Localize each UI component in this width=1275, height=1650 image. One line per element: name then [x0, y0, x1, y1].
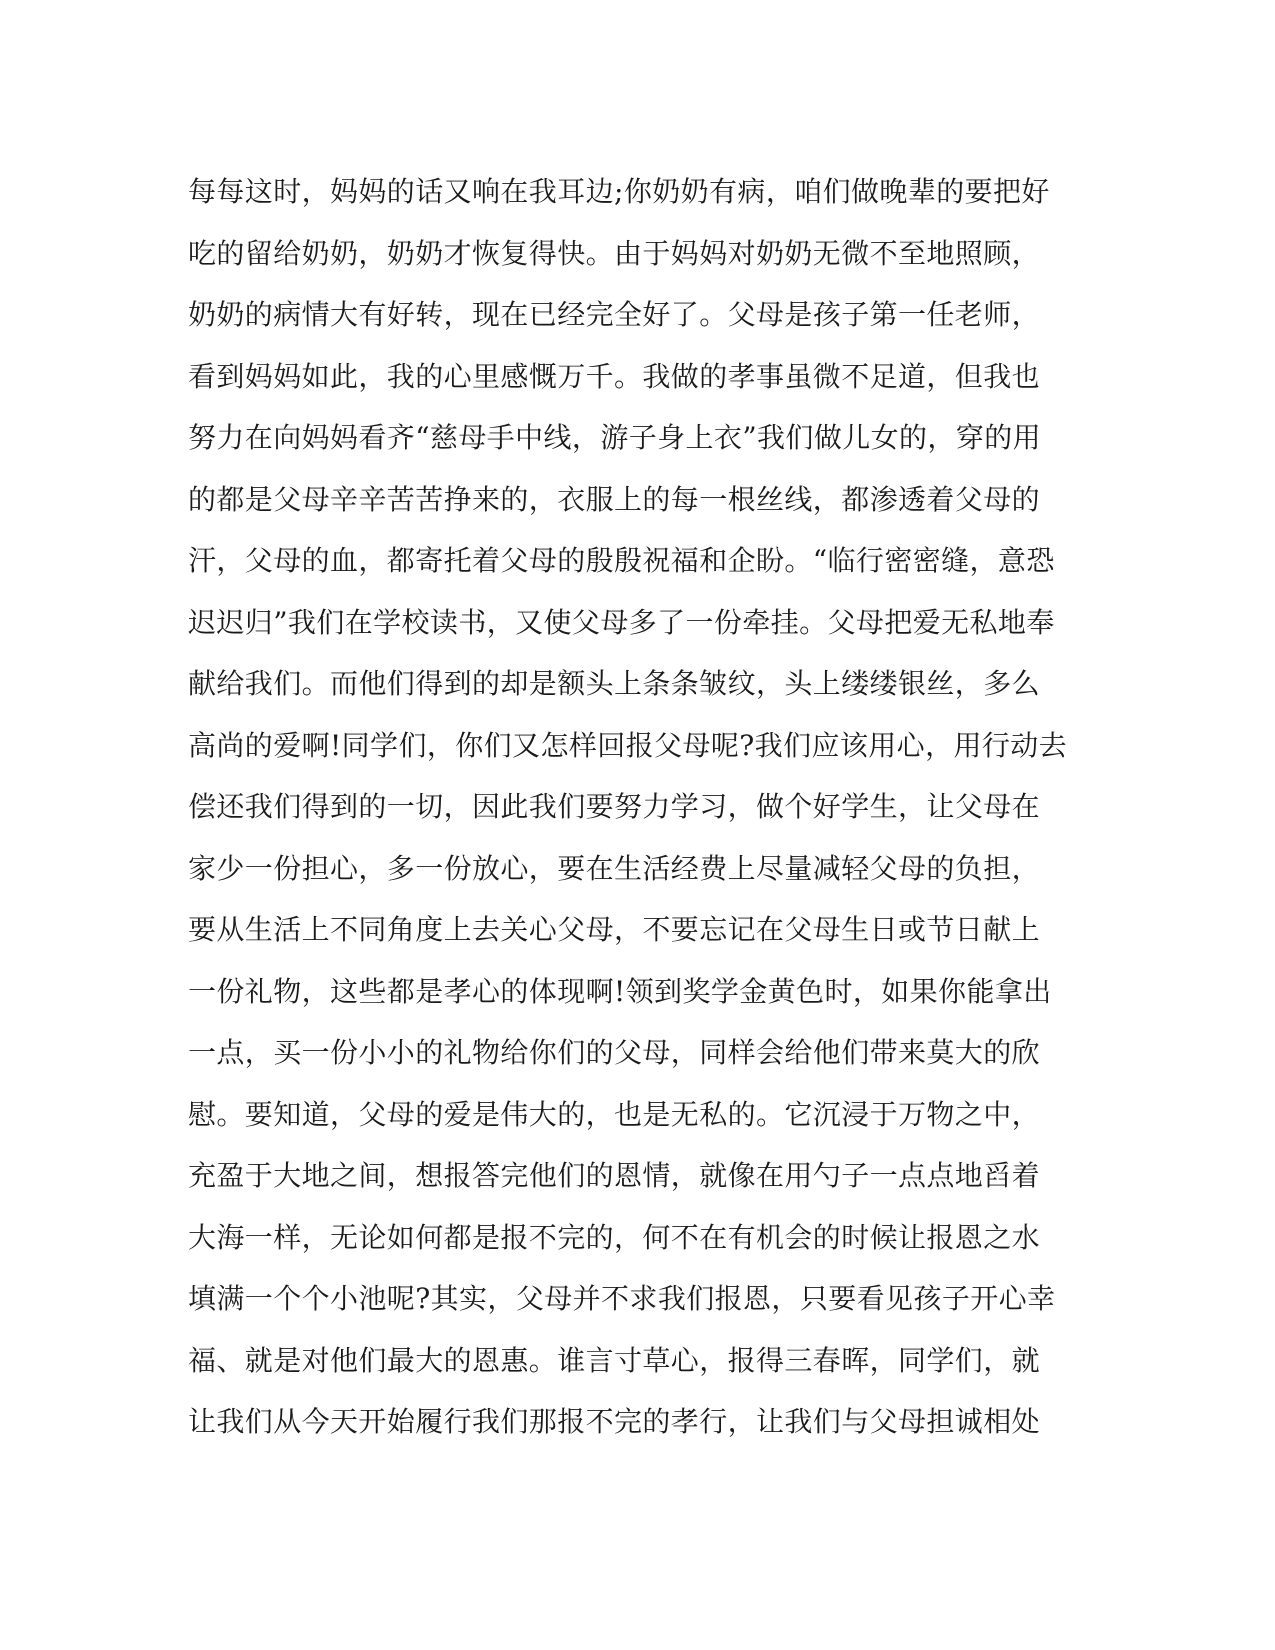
text-line: 填满一个个小池呢?其实，父母并不求我们报恩，只要看见孩子开心幸 — [188, 1282, 1056, 1315]
text-line: 福、就是对他们最大的恩惠。谁言寸草心，报得三春晖，同学们，就 — [188, 1343, 1041, 1377]
text-line: 高尚的爱啊!同学们，你们又怎样回报父母呢?我们应该用心，用行动去 — [188, 728, 1068, 762]
text-line: 努力在向妈妈看齐“慈母手中线，游子身上衣”我们做儿女的，穿的用 — [188, 421, 1042, 454]
text-line: 家少一份担心，多一份放心，要在生活经费上尽量减轻父母的负担， — [188, 851, 1041, 885]
text-line: 看到妈妈如此，我的心里感慨万千。我做的孝事虽微不足道，但我也 — [188, 359, 1041, 393]
text-line: 的都是父母辛辛苦苦挣来的，衣服上的每一根丝线，都渗透着父母的 — [188, 482, 1041, 516]
text-line: 奶奶的病情大有好转，现在已经完全好了。父母是孩子第一任老师， — [188, 298, 1041, 331]
text-line: 让我们从今天开始履行我们那报不完的孝行，让我们与父母担诚相处 — [188, 1405, 1041, 1438]
text-line: 要从生活上不同角度上去关心父母，不要忘记在父母生日或节日献上 — [188, 913, 1041, 946]
text-line: 汗，父母的血，都寄托着父母的殷殷祝福和企盼。“临行密密缝，意恐 — [188, 544, 1055, 577]
text-line: 每每这时，妈妈的话又响在我耳边;你奶奶有病，咱们做晚辈的要把好 — [188, 175, 1050, 208]
text-line: 充盈于大地之间，想报答完他们的恩情，就像在用勺子一点点地舀着 — [188, 1159, 1041, 1192]
text-line: 一点，买一份小小的礼物给你们的父母，同样会给他们带来莫大的欣 — [188, 1036, 1041, 1069]
text-line: 迟迟归”我们在学校读书，又使父母多了一份牵挂。父母把爱无私地奉 — [188, 605, 1055, 639]
body-text — [188, 161, 1088, 1453]
text-line: 吃的留给奶奶，奶奶才恢复得快。由于妈妈对奶奶无微不至地照顾， — [188, 236, 1041, 270]
text-line: 一份礼物，这些都是孝心的体现啊!领到奖学金黄色时，如果你能拿出 — [188, 974, 1052, 1008]
text-line: 大海一样，无论如何都是报不完的，何不在有机会的时候让报恩之水 — [188, 1220, 1041, 1254]
text-line: 献给我们。而他们得到的却是额头上条条皱纹，头上缕缕银丝，多么 — [188, 667, 1041, 700]
text-line: 慰。要知道，父母的爱是伟大的，也是无私的。它沉浸于万物之中， — [188, 1097, 1041, 1131]
text-line: 偿还我们得到的一切，因此我们要努力学习，做个好学生，让父母在 — [188, 790, 1041, 823]
